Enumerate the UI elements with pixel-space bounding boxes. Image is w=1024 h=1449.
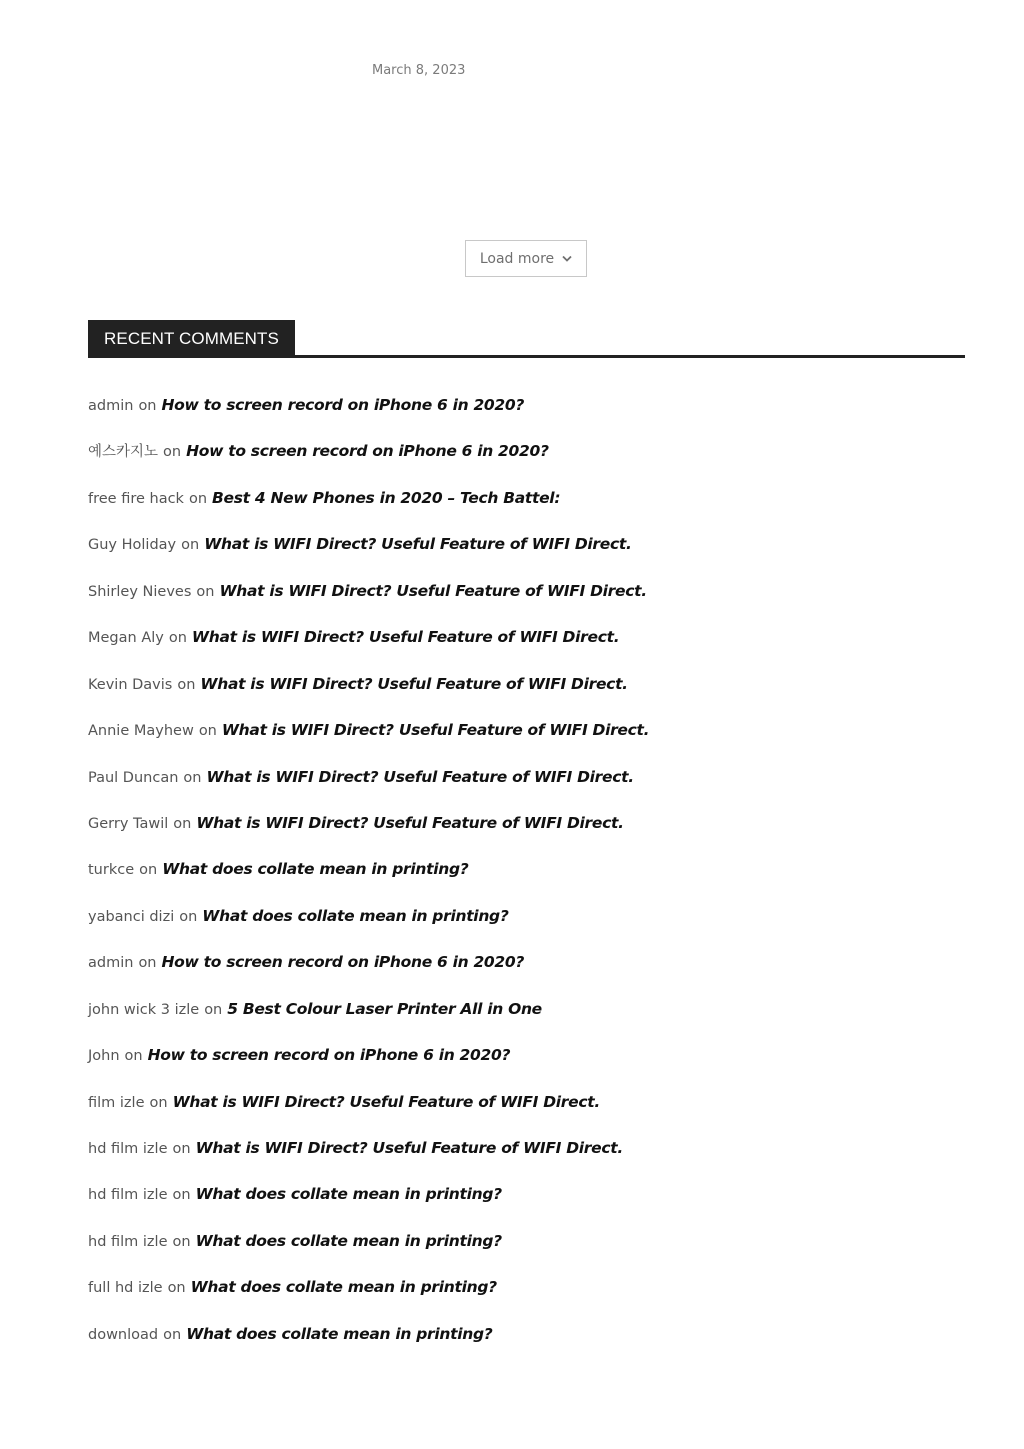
comment-author: Paul Duncan bbox=[88, 769, 179, 786]
comment-connector: on bbox=[198, 723, 217, 740]
comment-connector: on bbox=[124, 1048, 143, 1065]
comment-connector: on bbox=[196, 583, 215, 600]
comment-item bbox=[88, 482, 965, 528]
comment-connector: on bbox=[168, 630, 187, 647]
comment-post-link[interactable]: What is WIFI Direct? Useful Feature of WIFI Direct. bbox=[196, 813, 624, 832]
recent-comments-title: RECENT COMMENTS bbox=[88, 320, 295, 355]
comment-connector: on bbox=[163, 1326, 182, 1343]
comment-connector: on bbox=[172, 1233, 191, 1250]
comment-item bbox=[88, 621, 965, 667]
comment-item bbox=[88, 993, 965, 1039]
comment-item bbox=[88, 714, 965, 760]
comment-author: hd film izle bbox=[88, 1141, 168, 1157]
comment-item bbox=[88, 853, 965, 899]
comment-connector: on bbox=[183, 769, 202, 786]
comment-author: admin bbox=[88, 398, 134, 414]
comment-connector: on bbox=[163, 444, 182, 461]
comment-post-link[interactable]: What does collate mean in printing? bbox=[190, 1278, 497, 1297]
comment-post-link[interactable]: What does collate mean in printing? bbox=[195, 1185, 502, 1204]
comment-author: Annie Mayhew bbox=[88, 723, 194, 740]
comment-post-link[interactable]: How to screen record on iPhone 6 in 2020? bbox=[147, 1046, 511, 1065]
chevron-down-icon bbox=[562, 255, 572, 262]
comment-connector: on bbox=[177, 676, 196, 693]
comment-author: full hd izle bbox=[88, 1280, 163, 1297]
comment-author: Kevin Davis bbox=[88, 676, 173, 693]
comment-post-link[interactable]: What does collate mean in printing? bbox=[186, 1324, 493, 1343]
comment-author: download bbox=[88, 1326, 159, 1343]
comment-post-link[interactable]: Best 4 New Phones in 2020 – Tech Battel: bbox=[212, 488, 561, 507]
comment-connector: on bbox=[172, 1141, 191, 1157]
comment-connector: on bbox=[204, 1001, 223, 1018]
recent-comments-header bbox=[88, 320, 965, 358]
comment-connector: on bbox=[181, 537, 200, 554]
comment-connector: on bbox=[138, 955, 157, 972]
comment-connector: on bbox=[179, 908, 198, 925]
comment-post-link[interactable]: What is WIFI Direct? Useful Feature of WIFI Direct. bbox=[221, 721, 650, 740]
comment-item bbox=[88, 575, 965, 621]
load-more-label: Load more bbox=[479, 250, 555, 267]
comment-author: john wick 3 izle bbox=[88, 1001, 200, 1018]
comment-author: John bbox=[88, 1048, 120, 1065]
comment-author: turkce bbox=[88, 862, 135, 879]
comment-item bbox=[88, 1086, 965, 1132]
post-date: March 8, 2023 bbox=[372, 63, 466, 78]
comment-author: film izle bbox=[88, 1094, 145, 1111]
comment-post-link[interactable]: What does collate mean in printing? bbox=[162, 860, 469, 879]
comment-post-link[interactable]: What does collate mean in printing? bbox=[202, 906, 509, 925]
comment-item bbox=[88, 528, 965, 574]
comment-connector: on bbox=[138, 398, 157, 414]
comment-author: Megan Aly bbox=[88, 630, 164, 647]
comment-post-link[interactable]: What is WIFI Direct? Useful Feature of WIFI Direct. bbox=[195, 1139, 623, 1157]
comment-item bbox=[88, 1318, 965, 1364]
comment-post-link[interactable]: What is WIFI Direct? Useful Feature of WIFI Direct. bbox=[219, 581, 647, 600]
comment-post-link[interactable]: What does collate mean in printing? bbox=[195, 1231, 502, 1250]
comment-post-link[interactable]: How to screen record on iPhone 6 in 2020? bbox=[186, 442, 549, 461]
comment-item bbox=[88, 1225, 965, 1271]
comment-author: hd film izle bbox=[88, 1187, 168, 1204]
comment-author: Guy Holiday bbox=[88, 537, 177, 554]
comment-item bbox=[88, 389, 965, 435]
comment-post-link[interactable]: What is WIFI Direct? Useful Feature of WIFI Direct. bbox=[200, 674, 628, 693]
comment-author: free fire hack bbox=[88, 490, 184, 507]
comment-connector: on bbox=[188, 490, 208, 507]
comment-item bbox=[88, 1271, 965, 1317]
comment-item bbox=[88, 668, 965, 714]
comment-connector: on bbox=[149, 1094, 168, 1111]
comment-post-link[interactable]: How to screen record on iPhone 6 in 2020? bbox=[161, 953, 525, 972]
comment-author: hd film izle bbox=[88, 1233, 168, 1250]
comment-item bbox=[88, 1132, 965, 1178]
comment-author: Gerry Tawil bbox=[88, 815, 169, 832]
comment-item bbox=[88, 435, 965, 481]
comment-post-link[interactable]: How to screen record on iPhone 6 in 2020? bbox=[161, 396, 525, 414]
comment-connector: on bbox=[139, 862, 158, 879]
comment-author: Shirley Nieves bbox=[88, 583, 192, 600]
comment-connector: on bbox=[173, 815, 192, 832]
comment-connector: on bbox=[172, 1187, 191, 1204]
comment-post-link[interactable]: What is WIFI Direct? Useful Feature of WIFI Direct. bbox=[206, 767, 634, 786]
comment-item bbox=[88, 900, 965, 946]
comment-author: admin bbox=[88, 955, 134, 972]
comment-post-link[interactable]: 5 Best Colour Laser Printer All in One bbox=[227, 999, 542, 1018]
comment-post-link[interactable]: What is WIFI Direct? Useful Feature of WIFI Direct. bbox=[204, 535, 632, 554]
comment-connector: on bbox=[167, 1280, 186, 1297]
comment-item bbox=[88, 1178, 965, 1224]
comment-item bbox=[88, 807, 965, 853]
comment-author: yabanci dizi bbox=[88, 908, 175, 925]
comment-author: 예스카지노 bbox=[88, 444, 159, 461]
comment-post-link[interactable]: What is WIFI Direct? Useful Feature of WIFI Direct. bbox=[191, 628, 620, 647]
comment-item bbox=[88, 946, 965, 992]
comment-post-link[interactable]: What is WIFI Direct? Useful Feature of WIFI Direct. bbox=[172, 1092, 600, 1111]
comment-item bbox=[88, 1039, 965, 1085]
load-more-button[interactable] bbox=[465, 240, 587, 277]
comment-item bbox=[88, 761, 965, 807]
recent-comments-list bbox=[88, 389, 965, 1364]
